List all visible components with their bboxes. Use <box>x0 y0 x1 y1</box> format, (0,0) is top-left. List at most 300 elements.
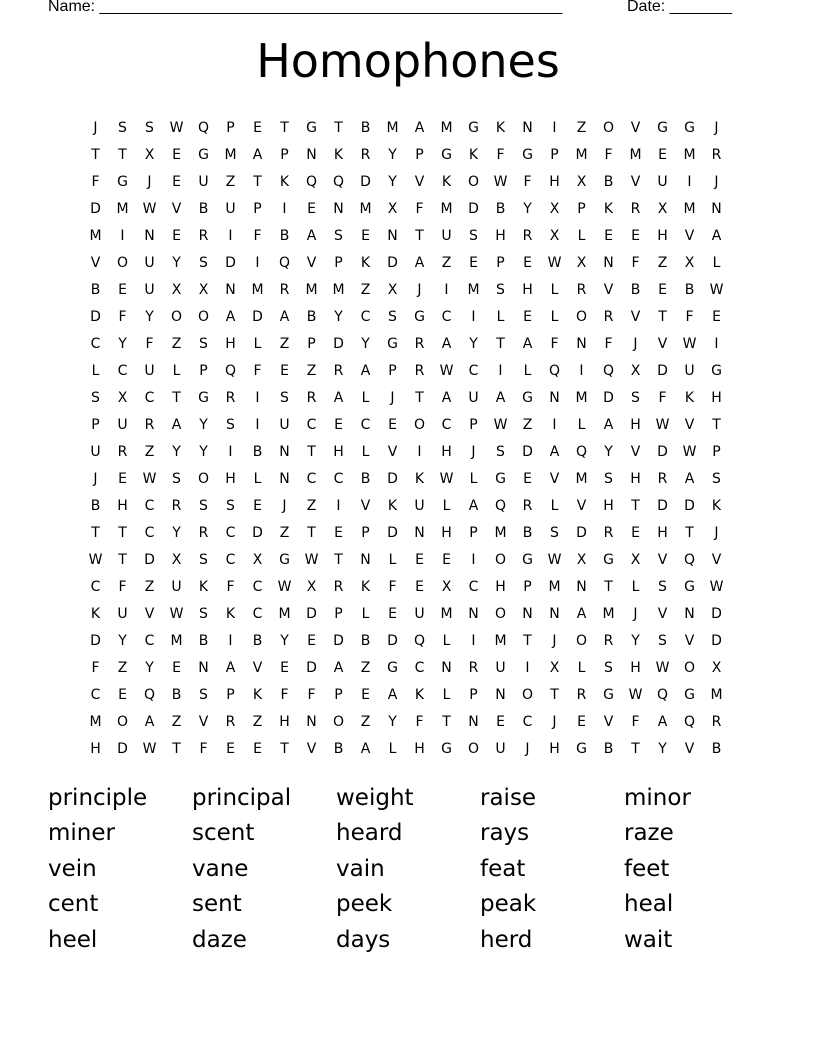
grid-letter: M <box>116 200 129 217</box>
grid-letter: A <box>711 227 722 244</box>
word-bank-item: cent <box>48 891 99 918</box>
grid-letter: V <box>198 713 209 730</box>
grid-letter: U <box>279 416 290 433</box>
grid-letter: X <box>387 281 398 298</box>
grid-letter: K <box>495 119 506 136</box>
grid-letter: V <box>630 173 641 190</box>
word-bank-item: feat <box>480 855 526 882</box>
grid-letter: B <box>90 281 101 298</box>
grid-letter: I <box>471 632 476 649</box>
grid-letter: H <box>657 524 668 541</box>
grid-letter: J <box>633 605 638 622</box>
grid-letter: F <box>145 335 154 352</box>
grid-letter: L <box>550 281 559 298</box>
grid-letter: P <box>388 362 397 379</box>
grid-letter: E <box>172 173 181 190</box>
grid-letter: O <box>602 119 615 136</box>
grid-letter: O <box>332 713 345 730</box>
grid-letter: S <box>118 119 127 136</box>
grid-letter: Y <box>118 335 127 352</box>
grid-letter: D <box>333 632 344 649</box>
grid-letter: M <box>629 146 642 163</box>
grid-letter: E <box>280 659 289 676</box>
grid-row <box>82 141 732 168</box>
grid-letter: R <box>171 497 182 514</box>
grid-letter: R <box>576 686 587 703</box>
grid-letter: E <box>388 416 397 433</box>
word-bank-item: minor <box>624 784 691 811</box>
grid-letter: H <box>225 470 236 487</box>
grid-letter: Q <box>656 686 669 703</box>
grid-row <box>82 465 732 492</box>
grid-letter: N <box>576 335 587 352</box>
grid-letter: S <box>199 497 208 514</box>
grid-letter: K <box>360 254 371 271</box>
grid-letter: J <box>633 335 638 352</box>
word-bank-item: peak <box>480 891 537 918</box>
grid-row <box>82 546 732 573</box>
grid-letter: F <box>604 146 613 163</box>
grid-letter: H <box>549 740 560 757</box>
grid-letter: P <box>469 686 478 703</box>
grid-letter: S <box>388 308 397 325</box>
grid-letter: V <box>387 443 398 460</box>
grid-letter: V <box>90 254 101 271</box>
grid-letter: D <box>576 524 587 541</box>
grid-letter: Y <box>361 335 370 352</box>
grid-letter: F <box>388 578 397 595</box>
grid-letter: O <box>494 605 507 622</box>
grid-letter: U <box>144 281 155 298</box>
grid-row <box>82 384 732 411</box>
grid-letter: I <box>336 497 341 514</box>
grid-letter: C <box>360 416 371 433</box>
grid-letter: I <box>120 227 125 244</box>
grid-letter: I <box>417 443 422 460</box>
grid-letter: R <box>225 389 236 406</box>
grid-letter: T <box>118 146 127 163</box>
grid-letter: W <box>709 281 724 298</box>
word-bank-item: sent <box>192 891 242 918</box>
grid-letter: W <box>88 551 103 568</box>
grid-letter: T <box>307 524 316 541</box>
grid-letter: Y <box>199 443 208 460</box>
grid-letter: Q <box>575 443 588 460</box>
grid-letter: W <box>304 551 319 568</box>
grid-letter: Y <box>145 308 154 325</box>
grid-letter: Y <box>388 146 397 163</box>
grid-letter: E <box>361 227 370 244</box>
grid-letter: D <box>144 551 155 568</box>
grid-letter: J <box>714 524 719 541</box>
grid-letter: C <box>252 605 263 622</box>
grid-letter: W <box>628 686 643 703</box>
grid-letter: C <box>333 470 344 487</box>
grid-letter: U <box>198 173 209 190</box>
grid-letter: B <box>198 200 209 217</box>
grid-letter: A <box>360 740 371 757</box>
grid-letter: I <box>444 281 449 298</box>
grid-letter: B <box>630 281 641 298</box>
grid-letter: U <box>117 605 128 622</box>
name-field-label: Name: ____________________________________________________ <box>48 0 563 15</box>
grid-letter: B <box>684 281 695 298</box>
grid-letter: N <box>306 713 317 730</box>
grid-letter: F <box>496 146 505 163</box>
word-bank-item: peek <box>336 891 393 918</box>
grid-letter: P <box>226 686 235 703</box>
grid-letter: K <box>603 200 614 217</box>
grid-letter: M <box>359 200 372 217</box>
grid-letter: G <box>198 146 209 163</box>
grid-letter: F <box>91 173 100 190</box>
grid-letter: I <box>282 200 287 217</box>
grid-letter: S <box>712 470 721 487</box>
grid-letter: L <box>388 740 397 757</box>
word-bank-item: principal <box>192 784 292 811</box>
grid-letter: B <box>252 443 263 460</box>
grid-letter: L <box>577 416 586 433</box>
grid-letter: F <box>253 362 262 379</box>
grid-letter: A <box>306 227 317 244</box>
grid-letter: X <box>441 578 452 595</box>
grid-letter: A <box>495 389 506 406</box>
grid-letter: J <box>471 443 476 460</box>
grid-letter: M <box>332 281 345 298</box>
grid-letter: U <box>144 362 155 379</box>
grid-letter: B <box>198 632 209 649</box>
grid-letter: B <box>522 524 533 541</box>
grid-letter: M <box>710 686 723 703</box>
grid-letter: B <box>171 686 182 703</box>
grid-letter: Q <box>413 632 426 649</box>
grid-letter: S <box>280 389 289 406</box>
grid-letter: Y <box>631 632 640 649</box>
grid-letter: R <box>198 524 209 541</box>
grid-letter: R <box>333 362 344 379</box>
grid-row <box>82 330 732 357</box>
word-bank-item: feet <box>624 855 670 882</box>
grid-letter: X <box>171 281 182 298</box>
grid-letter: P <box>469 524 478 541</box>
grid-letter: U <box>144 254 155 271</box>
grid-letter: P <box>307 335 316 352</box>
grid-letter: A <box>333 659 344 676</box>
grid-letter: Y <box>118 632 127 649</box>
grid-letter: J <box>552 713 557 730</box>
grid-letter: R <box>657 470 668 487</box>
grid-letter: M <box>494 524 507 541</box>
grid-letter: X <box>657 200 668 217</box>
grid-row <box>82 168 732 195</box>
grid-letter: W <box>169 605 184 622</box>
grid-letter: Z <box>279 524 290 541</box>
grid-letter: C <box>90 686 101 703</box>
grid-letter: T <box>334 119 343 136</box>
grid-letter: V <box>549 470 560 487</box>
grid-letter: C <box>117 362 128 379</box>
grid-letter: O <box>467 740 480 757</box>
word-bank-item: raise <box>480 784 537 811</box>
grid-letter: M <box>602 605 615 622</box>
grid-letter: D <box>333 335 344 352</box>
grid-letter: A <box>279 308 290 325</box>
grid-letter: Y <box>523 200 532 217</box>
grid-letter: Z <box>657 254 668 271</box>
grid-letter: V <box>630 443 641 460</box>
grid-letter: H <box>711 389 722 406</box>
grid-letter: A <box>333 389 344 406</box>
word-bank-row <box>48 887 768 923</box>
grid-letter: A <box>468 497 479 514</box>
grid-letter: D <box>603 389 614 406</box>
grid-letter: N <box>549 605 560 622</box>
grid-letter: M <box>575 470 588 487</box>
grid-letter: T <box>334 551 343 568</box>
grid-letter: I <box>552 416 557 433</box>
grid-letter: R <box>603 308 614 325</box>
grid-letter: N <box>549 389 560 406</box>
grid-letter: L <box>712 254 721 271</box>
grid-letter: U <box>171 578 182 595</box>
grid-letter: A <box>387 686 398 703</box>
grid-letter: Y <box>469 335 478 352</box>
grid-letter: X <box>549 200 560 217</box>
grid-letter: T <box>253 173 262 190</box>
grid-letter: T <box>658 308 667 325</box>
grid-letter: F <box>280 686 289 703</box>
grid-letter: U <box>495 659 506 676</box>
grid-letter: Z <box>441 254 452 271</box>
grid-letter: A <box>576 605 587 622</box>
grid-letter: U <box>468 389 479 406</box>
grid-letter: N <box>333 200 344 217</box>
grid-letter: M <box>440 605 453 622</box>
grid-letter: U <box>495 740 506 757</box>
grid-row <box>82 492 732 519</box>
grid-letter: E <box>523 470 532 487</box>
grid-letter: T <box>91 146 100 163</box>
grid-letter: B <box>360 632 371 649</box>
grid-letter: S <box>199 686 208 703</box>
grid-letter: H <box>630 470 641 487</box>
grid-letter: O <box>197 308 210 325</box>
grid-letter: L <box>361 605 370 622</box>
grid-letter: V <box>576 497 587 514</box>
grid-letter: K <box>360 578 371 595</box>
grid-letter: P <box>334 254 343 271</box>
grid-letter: T <box>523 632 532 649</box>
grid-letter: A <box>549 443 560 460</box>
grid-letter: G <box>495 470 506 487</box>
grid-letter: T <box>442 713 451 730</box>
grid-letter: X <box>711 659 722 676</box>
grid-letter: D <box>684 497 695 514</box>
grid-letter: E <box>118 281 127 298</box>
grid-letter: L <box>442 686 451 703</box>
grid-letter: Q <box>494 497 507 514</box>
grid-letter: C <box>144 632 155 649</box>
grid-letter: E <box>253 740 262 757</box>
grid-letter: E <box>280 362 289 379</box>
grid-letter: E <box>118 686 127 703</box>
grid-letter: N <box>522 605 533 622</box>
grid-letter: Y <box>172 443 181 460</box>
grid-letter: S <box>334 227 343 244</box>
grid-letter: Y <box>388 173 397 190</box>
grid-letter: T <box>415 227 424 244</box>
grid-letter: C <box>441 308 452 325</box>
grid-letter: A <box>414 254 425 271</box>
grid-letter: W <box>547 551 562 568</box>
grid-letter: J <box>525 740 530 757</box>
grid-letter: V <box>684 632 695 649</box>
grid-letter: A <box>414 119 425 136</box>
grid-letter: S <box>496 281 505 298</box>
word-bank-item: raze <box>624 820 674 847</box>
grid-letter: R <box>414 335 425 352</box>
grid-letter: E <box>253 497 262 514</box>
grid-letter: G <box>522 551 533 568</box>
grid-letter: Q <box>602 362 615 379</box>
grid-letter: Z <box>360 659 371 676</box>
grid-letter: T <box>172 740 181 757</box>
grid-letter: F <box>118 308 127 325</box>
grid-letter: F <box>658 389 667 406</box>
grid-letter: G <box>306 119 317 136</box>
grid-letter: E <box>253 119 262 136</box>
grid-letter: U <box>414 497 425 514</box>
grid-letter: S <box>469 227 478 244</box>
grid-letter: H <box>279 713 290 730</box>
grid-letter: E <box>307 200 316 217</box>
grid-letter: U <box>117 416 128 433</box>
grid-letter: D <box>387 524 398 541</box>
grid-letter: D <box>360 173 371 190</box>
grid-letter: R <box>360 146 371 163</box>
grid-letter: R <box>306 389 317 406</box>
grid-letter: N <box>468 605 479 622</box>
grid-letter: X <box>576 551 587 568</box>
grid-letter: V <box>711 551 722 568</box>
grid-letter: D <box>522 443 533 460</box>
grid-letter: D <box>387 254 398 271</box>
grid-letter: G <box>441 146 452 163</box>
grid-letter: Y <box>172 254 181 271</box>
grid-letter: V <box>657 551 668 568</box>
grid-letter: O <box>116 713 129 730</box>
grid-letter: W <box>547 254 562 271</box>
grid-letter: M <box>575 389 588 406</box>
grid-letter: C <box>414 659 425 676</box>
grid-letter: R <box>522 497 533 514</box>
grid-letter: A <box>441 335 452 352</box>
grid-letter: T <box>631 497 640 514</box>
grid-letter: E <box>442 551 451 568</box>
grid-letter: Z <box>522 416 533 433</box>
grid-letter: B <box>711 740 722 757</box>
grid-letter: E <box>334 524 343 541</box>
grid-letter: E <box>604 227 613 244</box>
grid-letter: N <box>198 659 209 676</box>
grid-letter: Z <box>576 119 587 136</box>
grid-letter: C <box>522 713 533 730</box>
grid-letter: S <box>226 416 235 433</box>
grid-letter: S <box>550 524 559 541</box>
grid-letter: R <box>117 443 128 460</box>
grid-letter: M <box>440 119 453 136</box>
grid-letter: M <box>575 146 588 163</box>
grid-letter: G <box>522 146 533 163</box>
grid-letter: F <box>604 335 613 352</box>
grid-letter: P <box>712 443 721 460</box>
grid-letter: E <box>172 659 181 676</box>
grid-letter: A <box>522 335 533 352</box>
grid-letter: G <box>387 335 398 352</box>
grid-letter: T <box>172 389 181 406</box>
grid-letter: T <box>550 686 559 703</box>
grid-letter: V <box>684 416 695 433</box>
word-bank-item: heel <box>48 926 98 953</box>
grid-letter: O <box>413 416 426 433</box>
grid-letter: D <box>252 524 263 541</box>
grid-letter: H <box>441 443 452 460</box>
grid-letter: G <box>657 119 668 136</box>
word-bank-row <box>48 780 768 816</box>
grid-letter: M <box>89 227 102 244</box>
grid-letter: T <box>604 578 613 595</box>
grid-letter: D <box>117 740 128 757</box>
grid-letter: D <box>387 470 398 487</box>
grid-letter: E <box>523 254 532 271</box>
word-bank-item: principle <box>48 784 148 811</box>
grid-letter: V <box>603 281 614 298</box>
grid-letter: N <box>522 119 533 136</box>
grid-letter: R <box>144 416 155 433</box>
grid-letter: L <box>631 578 640 595</box>
grid-letter: J <box>390 389 395 406</box>
grid-row <box>82 600 732 627</box>
grid-letter: R <box>603 524 614 541</box>
grid-letter: S <box>172 470 181 487</box>
grid-letter: E <box>415 551 424 568</box>
grid-letter: I <box>552 119 557 136</box>
grid-letter: T <box>307 443 316 460</box>
grid-letter: G <box>684 578 695 595</box>
grid-letter: B <box>333 740 344 757</box>
grid-letter: D <box>711 632 722 649</box>
grid-letter: G <box>387 659 398 676</box>
grid-letter: Q <box>197 119 210 136</box>
grid-letter: U <box>657 173 668 190</box>
word-bank-item: miner <box>48 820 115 847</box>
grid-letter: Y <box>604 443 613 460</box>
word-bank-item: vein <box>48 855 97 882</box>
grid-letter: S <box>604 470 613 487</box>
grid-row <box>82 519 732 546</box>
grid-letter: K <box>279 173 290 190</box>
grid-letter: P <box>334 686 343 703</box>
grid-letter: O <box>197 470 210 487</box>
grid-letter: L <box>388 551 397 568</box>
letter-grid <box>82 114 732 762</box>
grid-letter: A <box>144 713 155 730</box>
grid-letter: W <box>277 578 292 595</box>
grid-letter: A <box>684 470 695 487</box>
grid-letter: L <box>523 362 532 379</box>
grid-letter: U <box>225 200 236 217</box>
grid-letter: A <box>252 146 263 163</box>
